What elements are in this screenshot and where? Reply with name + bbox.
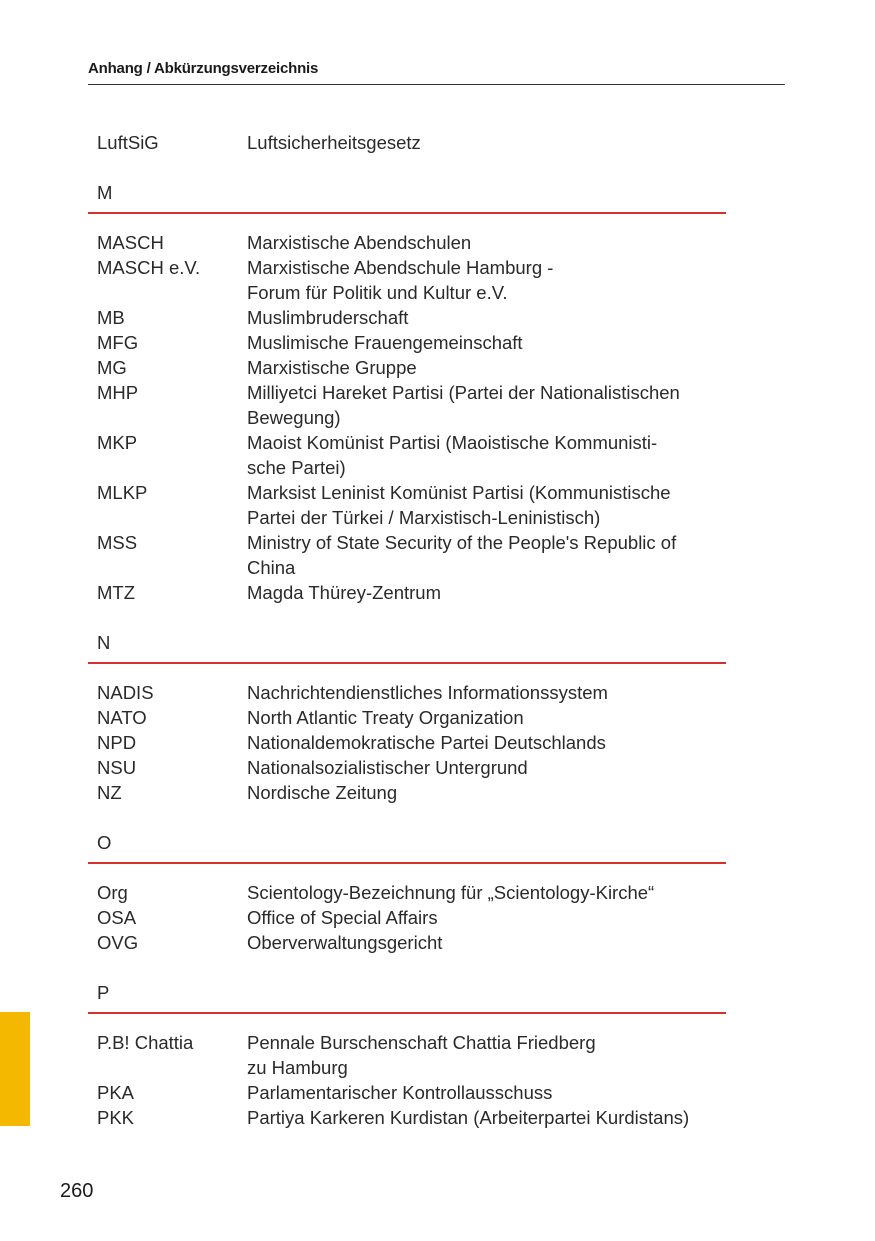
definition: Milliyetci Hareket Partisi (Partei der Nationalistischen Bewegung) — [247, 382, 680, 428]
list-item — [97, 230, 737, 255]
section-divider — [88, 212, 726, 214]
abbreviation: MSS — [97, 532, 138, 553]
section-letter: N — [97, 632, 111, 653]
section-o — [97, 830, 737, 955]
definition: Marksist Leninist Komünist Partisi (Kommunistische Partei der Türkei / Marxistisch-Leninistisch) — [247, 482, 671, 528]
section-divider — [88, 662, 726, 664]
list-item — [97, 930, 737, 955]
abbreviation: NZ — [97, 782, 122, 803]
definition: Marxistische Abendschule Hamburg - Forum für Politik und Kultur e.V. — [247, 257, 554, 303]
list-item — [97, 780, 737, 805]
abbreviation: MLKP — [97, 482, 148, 503]
list-item — [97, 705, 737, 730]
abbreviation: LuftSiG — [97, 132, 159, 153]
abbreviation: NSU — [97, 757, 137, 778]
definition: Luftsicherheitsgesetz — [247, 132, 421, 153]
list-item — [97, 580, 737, 605]
abbreviation: MFG — [97, 332, 139, 353]
section-n — [97, 630, 737, 805]
definition: Pennale Burschenschaft Chattia Friedberg zu Hamburg — [247, 1032, 596, 1078]
definition: Muslimbruderschaft — [247, 307, 409, 328]
abbreviation: P.B! Chattia — [97, 1032, 194, 1053]
list-item — [97, 530, 737, 580]
section-letter: M — [97, 182, 113, 203]
definition: Scientology-Bezeichnung für „Scientology-Kirche“ — [247, 882, 655, 903]
definition: Oberverwaltungsgericht — [247, 932, 443, 953]
definition: Nordische Zeitung — [247, 782, 398, 803]
abbreviation: MB — [97, 307, 125, 328]
abbreviation: PKA — [97, 1082, 135, 1103]
definition: Marxistische Gruppe — [247, 357, 417, 378]
definition: Ministry of State Security of the People's Republic of China — [247, 532, 677, 578]
definition: Nationaldemokratische Partei Deutschlands — [247, 732, 606, 753]
section-m — [97, 180, 737, 605]
definition: Muslimische Frauengemeinschaft — [247, 332, 523, 353]
definition: Office of Special Affairs — [247, 907, 438, 928]
abbreviation: MHP — [97, 382, 139, 403]
abbreviation: OSA — [97, 907, 137, 928]
definition: Nationalsozialistischer Untergrund — [247, 757, 528, 778]
definition: Nachrichtendienstliches Informationssystem — [247, 682, 608, 703]
list-item — [97, 305, 737, 330]
list-item — [97, 905, 737, 930]
abbreviation: MASCH — [97, 232, 164, 253]
abbreviation: MTZ — [97, 582, 136, 603]
abbreviation: OVG — [97, 932, 139, 953]
definition: Parlamentarischer Kontrollausschuss — [247, 1082, 553, 1103]
top-entries — [97, 130, 737, 155]
abbreviation: MASCH e.V. — [97, 257, 201, 278]
list-item — [97, 880, 737, 905]
section-entries — [97, 680, 737, 805]
section-letter: P — [97, 982, 110, 1003]
abbreviation: NPD — [97, 732, 137, 753]
list-item — [97, 730, 737, 755]
abbreviation: NATO — [97, 707, 147, 728]
section-entries — [97, 230, 737, 605]
section-entries — [97, 1030, 737, 1130]
abbreviation-list — [97, 130, 737, 1130]
section-entries — [97, 880, 737, 955]
abbreviation: MKP — [97, 432, 138, 453]
running-header-title: Anhang / Abkürzungsverzeichnis — [88, 60, 319, 77]
definition: North Atlantic Treaty Organization — [247, 707, 524, 728]
list-item — [97, 1080, 737, 1105]
chapter-tab-marker — [0, 1012, 30, 1126]
list-item — [97, 130, 737, 155]
running-header — [88, 58, 785, 85]
definition: Magda Thürey-Zentrum — [247, 582, 441, 603]
abbreviation: NADIS — [97, 682, 154, 703]
section-p — [97, 980, 737, 1130]
section-divider — [88, 862, 726, 864]
abbreviation: MG — [97, 357, 127, 378]
section-divider — [88, 1012, 726, 1014]
list-item — [97, 355, 737, 380]
definition: Marxistische Abendschulen — [247, 232, 472, 253]
definition: Partiya Karkeren Kurdistan (Arbeiterpartei Kurdistans) — [247, 1107, 690, 1128]
definition: Maoist Komünist Partisi (Maoistische Kommunisti- sche Partei) — [247, 432, 658, 478]
page-number: 260 — [60, 1180, 94, 1202]
section-letter: O — [97, 832, 112, 853]
list-item — [97, 330, 737, 355]
list-item — [97, 255, 737, 305]
list-item — [97, 680, 737, 705]
list-item — [97, 480, 737, 530]
list-item — [97, 430, 737, 480]
abbreviation: Org — [97, 882, 128, 903]
list-item — [97, 380, 737, 430]
list-item — [97, 1030, 737, 1080]
abbreviation: PKK — [97, 1107, 135, 1128]
list-item — [97, 755, 737, 780]
list-item — [97, 1105, 737, 1130]
